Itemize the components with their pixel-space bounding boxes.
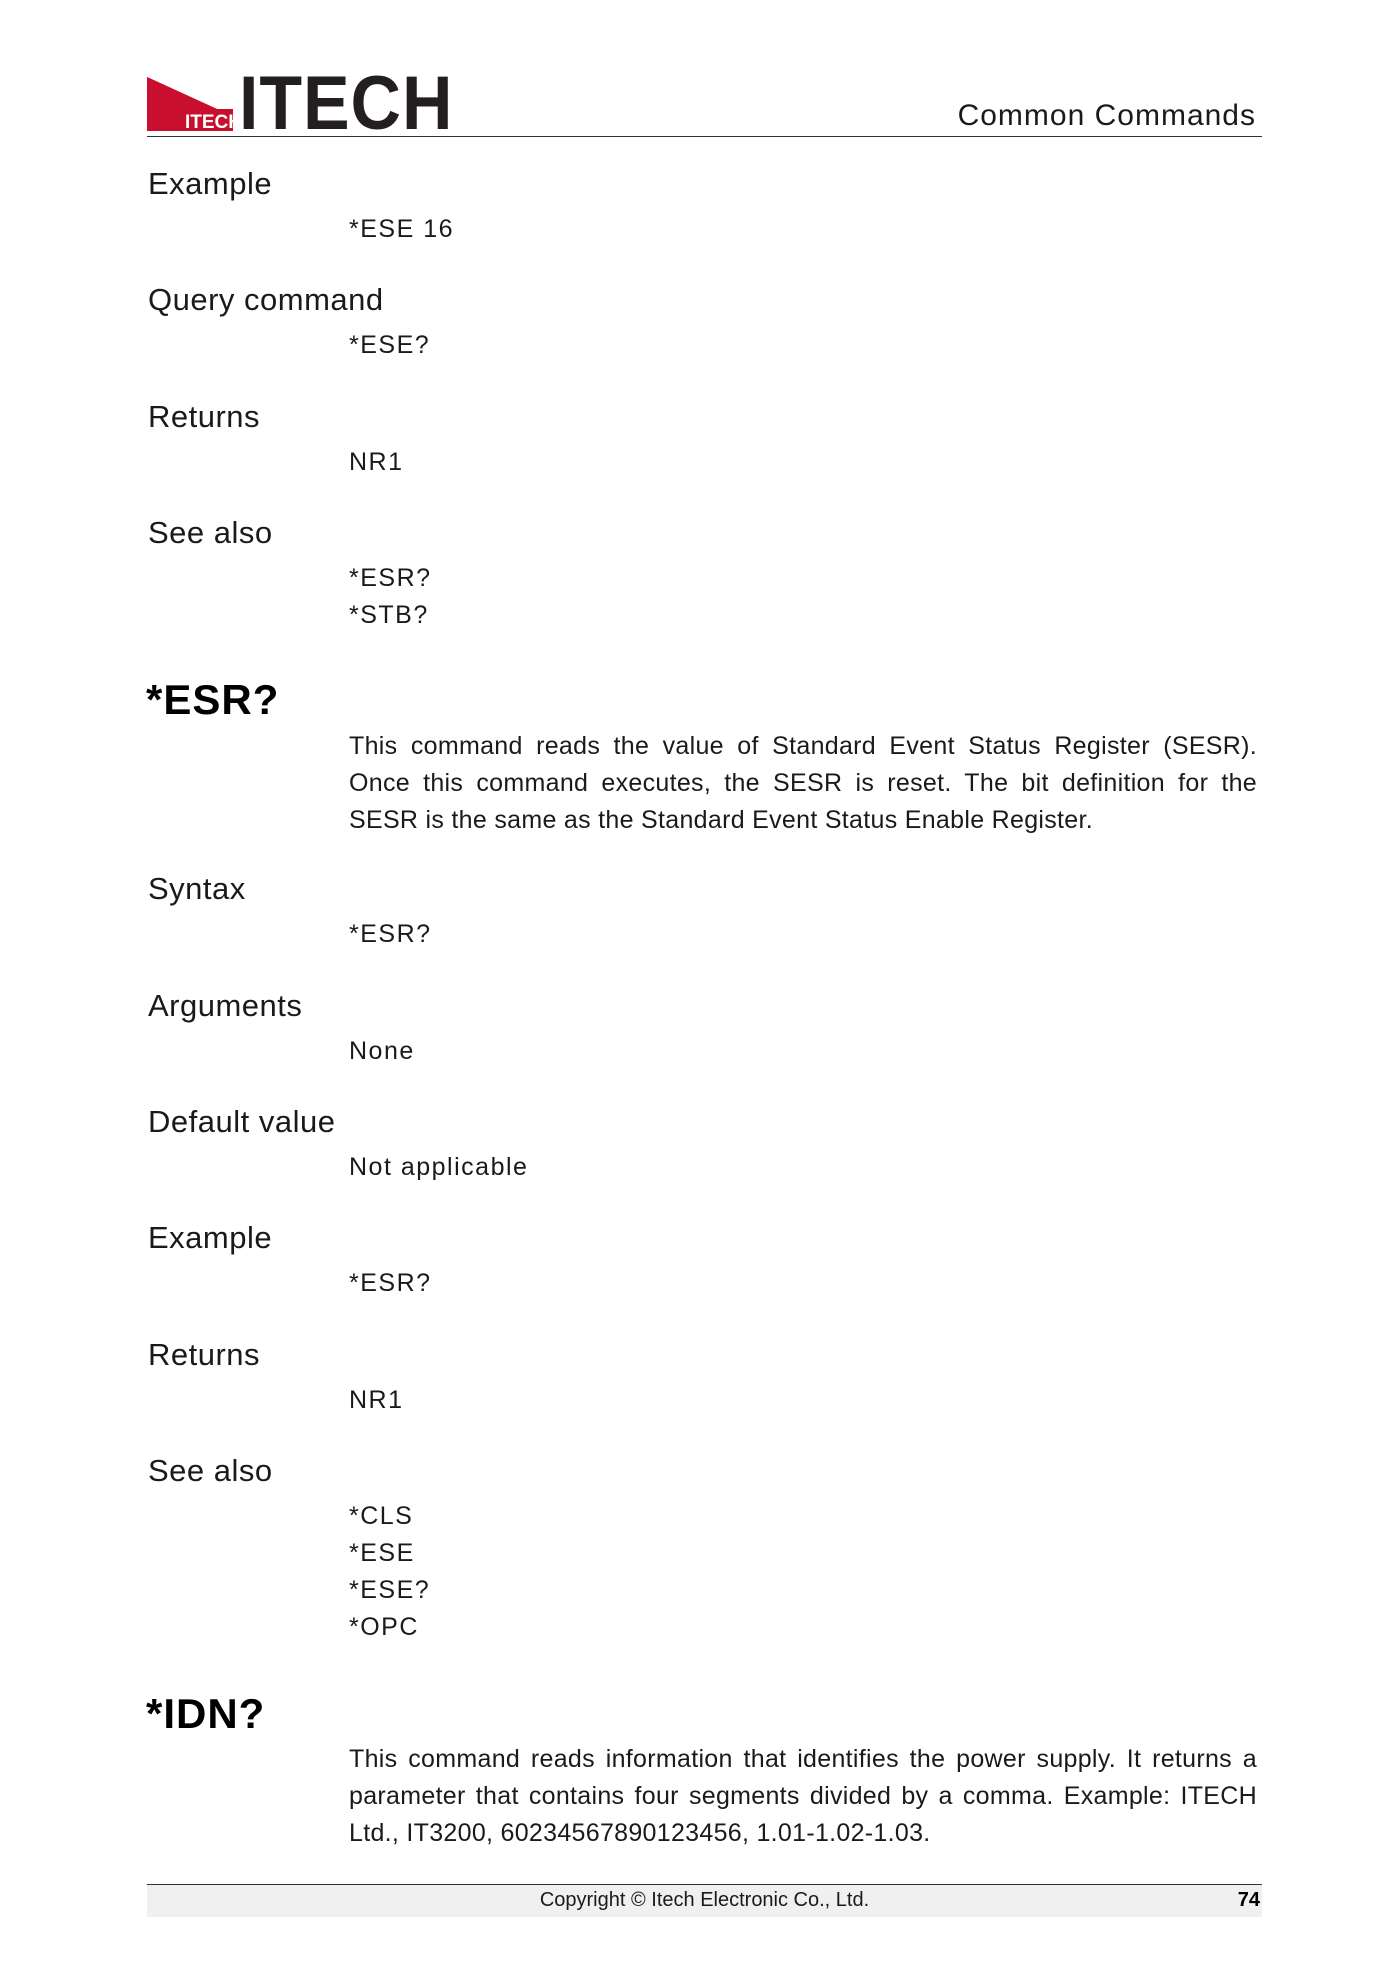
page-header: [147, 61, 1262, 146]
itech-logo: [147, 61, 472, 146]
esr-returns-value: NR1: [349, 1386, 404, 1414]
esr-default-value: Not applicable: [349, 1153, 529, 1181]
esr-command-title: *ESR?: [146, 676, 280, 723]
esr-syntax-label: Syntax: [148, 871, 246, 906]
esr-syntax-value: *ESR?: [349, 920, 432, 948]
esr-see-also-item: *ESE: [349, 1539, 415, 1567]
idn-command-title: *IDN?: [146, 1690, 266, 1737]
ese-returns-label: Returns: [148, 399, 261, 434]
ese-example-label: Example: [148, 166, 273, 201]
esr-arguments-value: None: [349, 1037, 415, 1065]
section-title: Common Commands: [957, 99, 1256, 132]
esr-see-also-item: *CLS: [349, 1502, 414, 1530]
esr-description: This command reads the value of Standard Event Status Register (SESR). Once this command executes, the SESR is reset. The bit definition for the SESR is the same as the Standard Event Status Enable Register.: [349, 732, 1257, 834]
ese-query-value: *ESE?: [349, 331, 431, 359]
logo-badge-text: ITECH: [185, 112, 242, 133]
ese-example-value: *ESE 16: [349, 215, 455, 243]
esr-arguments-label: Arguments: [148, 988, 303, 1023]
ese-see-also-label: See also: [148, 515, 273, 550]
esr-see-also-item: *OPC: [349, 1613, 419, 1641]
itech-logo-mark: [147, 75, 242, 133]
esr-example-value: *ESR?: [349, 1269, 432, 1297]
esr-default-label: Default value: [148, 1104, 336, 1139]
esr-see-also-item: *ESE?: [349, 1576, 431, 1604]
footer-copyright: Copyright © Itech Electronic Co., Ltd.: [539, 1889, 870, 1911]
esr-see-also-label: See also: [148, 1453, 273, 1488]
ese-returns-value: NR1: [349, 448, 404, 476]
ese-see-also-item: *ESR?: [349, 564, 432, 592]
page-footer: [147, 1884, 1262, 1917]
ese-see-also-item: *STB?: [349, 601, 429, 629]
page-number: 74: [1237, 1889, 1260, 1911]
logo-wordmark: ITECH: [239, 61, 454, 146]
ese-query-label: Query command: [148, 282, 384, 317]
esr-returns-label: Returns: [148, 1337, 261, 1372]
esr-example-label: Example: [148, 1220, 273, 1255]
idn-description: This command reads information that identifies the power supply. It returns a parameter that contains four segments divided by a comma. Example: ITECH Ltd., IT3200, 60234567890123456, 1.01-1.02-1.03.: [349, 1745, 1257, 1847]
